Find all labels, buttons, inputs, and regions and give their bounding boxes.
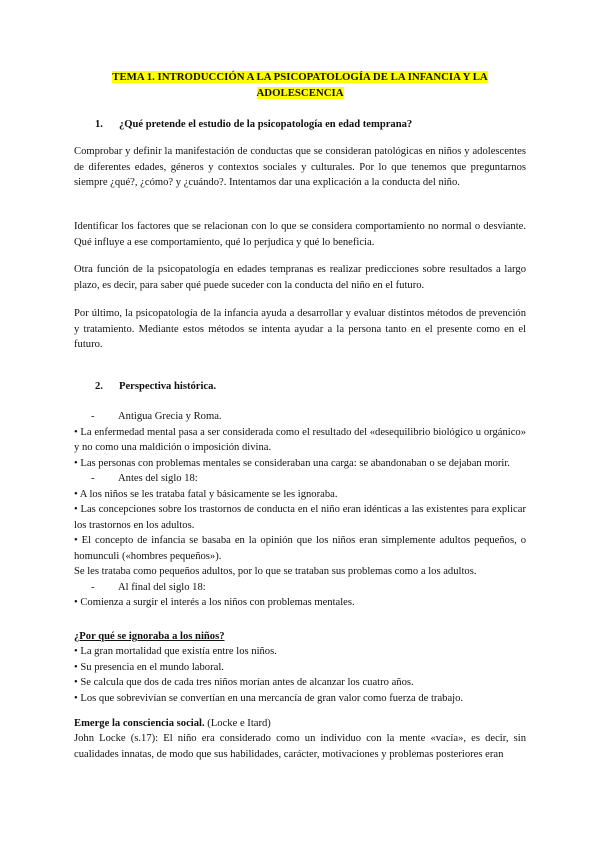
- emerge-heading: Emerge la consciencia social.: [74, 718, 205, 729]
- antes-bullets: [74, 487, 526, 565]
- emerge-paragraph: John Locke (s.17): El niño era considerado como un individuo con la mente «vacía», es decir, sin cualidades innatas, de modo que sus habilidades, carácter, motivaciones y problemas posteriores eran: [74, 733, 526, 760]
- list-item: • La enfermedad mental pasa a ser considerada como el resultado del «desequilibrio biológico u orgánico» y no como una maldición o imposición divina.: [74, 426, 526, 453]
- list-item: • Su presencia en el mundo laboral.: [74, 661, 224, 673]
- list-item: • El concepto de infancia se basaba en la opinión que los niños eran simplemente adultos pequeños, o homunculi («hombres pequeños»).: [74, 535, 526, 562]
- why-heading: ¿Por qué se ignoraba a los niños?: [74, 631, 225, 642]
- subheading-antes-siglo-18: - Antes del siglo 18:: [91, 473, 198, 484]
- section1-heading: 1. ¿Qué pretende el estudio de la psicopatología en edad temprana?: [95, 119, 413, 130]
- section2-body: [74, 409, 526, 611]
- section1-paragraph-4: Por último, la psicopatología de la infancia ayuda a desarrollar y evaluar distintos métodos de prevención y tratamiento. Mediante estos métodos se intenta ayudar a la persona tanto en el presente como en el futuro.: [74, 308, 526, 350]
- list-item: • A los niños se les trataba fatal y básicamente se les ignoraba.: [74, 488, 338, 500]
- section1-paragraph-1: Comprobar y definir la manifestación de conductas que se consideran patológicas en niños y adolescentes de diferentes edades, géneros y contextos sociales y culturales. Por lo que tenemos que preguntarnos siempre ¿qué?, ¿cómo? y ¿cuándo?. Intentamos dar una explicación a la conducta del niño.: [74, 146, 526, 188]
- subheading-final-siglo-18: - Al final del siglo 18:: [91, 581, 206, 593]
- final-bullets: [74, 595, 526, 611]
- section2-heading: 2. Perspectiva histórica.: [95, 381, 217, 392]
- antes-note: Se les trataba como pequeños adultos, por lo que se trataban sus problemas como a los adultos.: [74, 566, 477, 577]
- antigua-bullets: [74, 425, 526, 472]
- list-item: • Se calcula que dos de cada tres niños morían antes de alcanzar los cuatro años.: [74, 677, 414, 688]
- section1-paragraph-2: Identificar los factores que se relacionan con lo que se considera comportamiento no normal o desviante. Qué influye a ese comportamiento, qué lo perjudica y qué lo beneficia.: [74, 221, 526, 248]
- list-item: • Las concepciones sobre los trastornos de conducta en el niño eran idénticas a las existentes para explicar los trastornos en los adultos.: [74, 504, 526, 531]
- list-item: • Comienza a surgir el interés a los niños con problemas mentales.: [74, 597, 355, 608]
- subheading-antigua: - Antigua Grecia y Roma.: [91, 411, 222, 422]
- list-item: • La gran mortalidad que existía entre los niños.: [74, 646, 277, 657]
- why-bullets: [74, 644, 526, 706]
- emerge-heading-note: (Locke e Itard): [207, 718, 271, 729]
- document-title: TEMA 1. INTRODUCCIÓN A LA PSICOPATOLOGÍA DE LA INFANCIA Y LA ADOLESCENCIA: [112, 71, 488, 99]
- section1-paragraph-3: Otra función de la psicopatología en edades tempranas es realizar predicciones sobre resultados a largo plazo, es decir, para saber qué puede suceder con la conducta del niño en el futuro.: [74, 264, 526, 291]
- emerge-heading-line: [74, 716, 526, 732]
- list-item: • Las personas con problemas mentales se consideraban una carga: se abandonaban o se dejaban morir.: [74, 457, 510, 469]
- list-item: • Los que sobrevivían se convertían en una mercancía de gran valor como fuerza de trabajo.: [74, 692, 464, 704]
